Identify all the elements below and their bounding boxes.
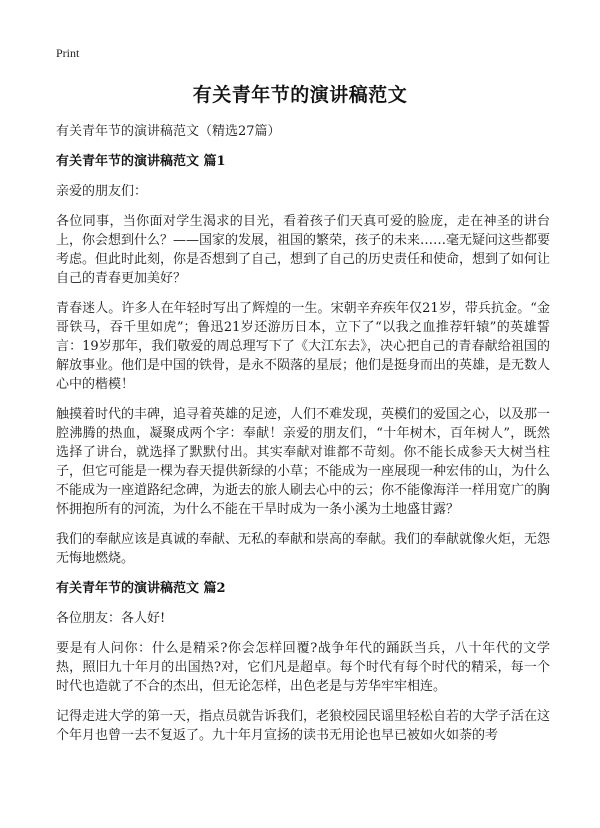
page-title: 有关青年节的演讲稿范文: [192, 84, 408, 106]
section-paragraph: 记得走进大学的第一天，指点员就告诉我们，老狼校园民谣里轻松自若的大学子活在这个年月也曾一去不复返了。九十年月宣扬的读书无用论也早已被如火如荼的考: [56, 709, 551, 743]
section-paragraph: 要是有人问你：什么是精采?你会怎样回覆?战争年代的踊跃当兵，八十年代的文学热，照旧九十年月的出国热?对，它们凡是超卓。每个时代有每个时代的精采，每一个时代也造就了不合的杰出，但无论怎样，出色老是与芳华牢牢相连。: [56, 641, 550, 694]
section-paragraph: 我们的奉献应该是真诚的奉献、无私的奉献和崇高的奉献。我们的奉献就像火炬，无怨无悔地燃烧。: [56, 532, 551, 566]
section-2: [56, 579, 550, 745]
print-link[interactable]: Print: [56, 46, 80, 60]
document-body: [56, 122, 550, 756]
section-paragraph: 各位朋友：各人好!: [56, 611, 166, 626]
section-1: [56, 152, 550, 568]
section-paragraph: 亲爱的朋友们：: [56, 184, 148, 199]
section-heading: 有关青年节的演讲稿范文 篇2: [56, 581, 226, 596]
section-heading: 有关青年节的演讲稿范文 篇1: [56, 154, 226, 169]
section-paragraph: 青春迷人。许多人在年轻时写出了辉煌的一生。宋朝辛弃疾年仅21岁，带兵抗金。“金哥铁马，吞千里如虎”；鲁迅21岁还游历日本，立下了“以我之血推荐轩辕”的英雄誓言：19岁那年，我们敬爱的周总理写下了《大江东去》，决心把自己的青春献给祖国的解放事业。他们是中国的铁骨，是永不陨落的星辰；他们是挺身而出的英雄，是无数人心中的楷模！: [56, 301, 551, 392]
section-paragraph: 各位同事，当你面对学生渴求的目光，看着孩子们天真可爱的脸庞，走在神圣的讲台上，你会想到什么？——国家的发展，祖国的繁荣，孩子的未来……毫无疑问这些都要考虑。但此时此刻，你是否想到了自己，想到了自己的历史责任和使命，想到了如何让自己的青春更加美好？: [56, 214, 551, 286]
section-paragraph: 触摸着时代的丰碑，追寻着英雄的足迹，人们不难发现，英模们的爱国之心，以及那一腔沸腾的热血，凝聚成两个字：奉献！亲爱的朋友们，“十年树木，百年树人”，既然选择了讲台，就选择了默默付出。其实奉献对谁都不苛刻。你不能长成参天大树当柱子，但它可能是一棵为春天提供新绿的小草；不能成为一座展现一种宏伟的山，为什么不能成为一座道路纪念碑，为逝去的旅人刷去心中的云；你不能像海洋一样用宽广的胸怀拥抱所有的河流，为什么不能在干旱时成为一条小溪为土地盛甘露？: [56, 407, 551, 517]
document-subtitle: 有关青年节的演讲稿范文（精选27篇）: [56, 124, 281, 139]
